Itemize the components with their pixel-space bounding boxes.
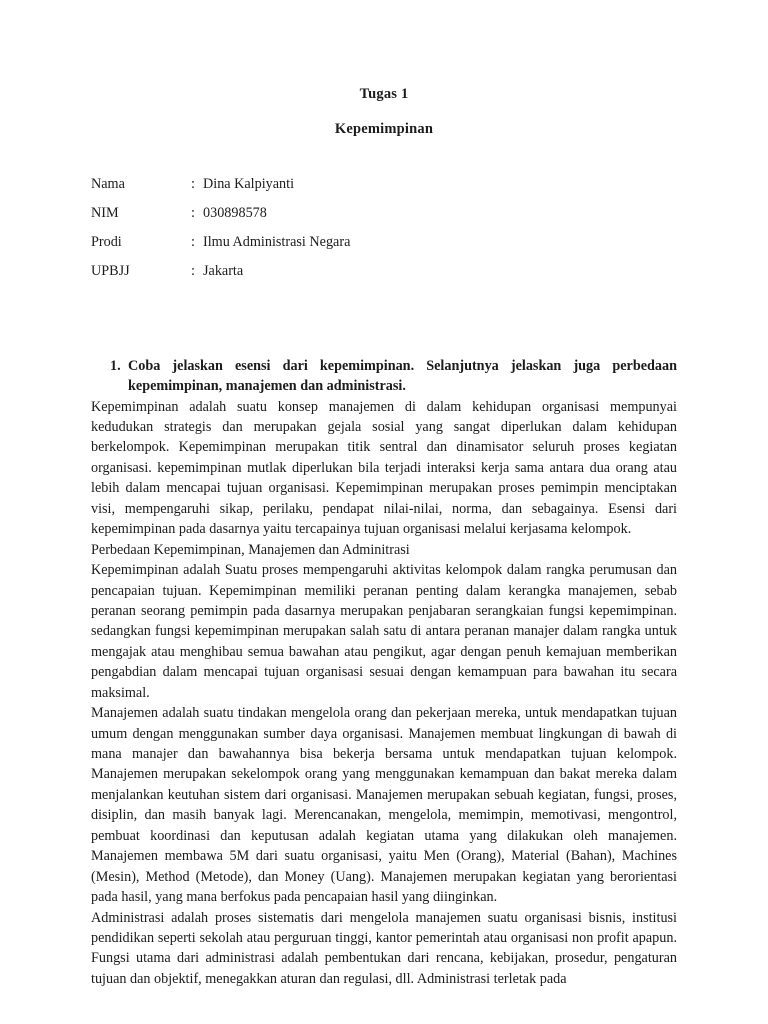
table-row	[91, 234, 350, 263]
title-block	[91, 0, 677, 139]
answer-paragraph-3: Manajemen adalah suatu tindakan mengelola orang dan pekerjaan mereka, untuk mendapatkan tujuan umum dengan menggunakan sumber daya organisasi. Manajemen membuat lingkungan di bawah di mana manajer dan bawahannya bisa bekerja bersama untuk mendapatkan tujuan kelompok. Manajemen merupakan sekelompok orang yang menggunakan kemampuan dan bakat mereka dalam menjalankan keutuhan sistem dari organisasi. Manajemen merupakan sebuah kegiatan, fungsi, proses, disiplin, dan masih banyak lagi. Merencanakan, mengelola, memimpin, memotivasi, mengontrol, pembuat koordinasi dan keputusan adalah kegiatan utama yang dilakukan oleh manajemen. Manajemen membawa 5M dari suatu organisasi, yaitu Men (Orang), Material (Bahan), Machines (Mesin), Method (Metode), dan Money (Uang). Manajemen merupakan kegiatan yang berorientasi pada hasil, yang mana berfokus pada pencapaian hasil yang diinginkan.	[91, 705, 677, 906]
identity-separator: :	[191, 205, 195, 222]
answer-paragraph-1: Kepemimpinan adalah suatu konsep manajemen di dalam kehidupan organisasi mempunyai kedudukan strategis dan merupakan gejala sosial yang sangat diperlukan dalam kehidupan berkelompok. Kepemimpinan merupakan titik sentral dan dinamisator seluruh proses kegiatan organisasi. kepemimpinan mutlak diperlukan bila terjadi interaksi kerja sama antara dua orang atau lebih dalam mencapai tujuan organisasi. Kepemimpinan merupakan proses pemimpin menciptakan visi, mempengaruhi sikap, perilaku, pendapat nilai-nilai, norma, dan sebagainya. Esensi dari kepemimpinan pada dasarnya yaitu tercapainya tujuan organisasi melalui kerjasama kelompok.	[91, 398, 677, 538]
identity-separator: :	[191, 234, 195, 251]
question-text: Coba jelaskan esensi dari kepemimpinan. Selanjutnya jelaskan juga perbedaan kepemimpinan, manajemen dan administrasi.	[128, 358, 677, 395]
page-subtitle: Kepemimpinan	[334, 120, 434, 137]
identity-value-prodi: Ilmu Administrasi Negara	[203, 234, 351, 251]
answer-subheading: Perbedaan Kepemimpinan, Manajemen dan Adminitrasi	[91, 541, 410, 558]
identity-label-nim: NIM	[91, 205, 119, 222]
identity-value-nama: Dina Kalpiyanti	[203, 176, 295, 193]
identity-table	[91, 176, 350, 292]
page-title: Tugas 1	[359, 86, 409, 102]
answer-paragraph-4: Administrasi adalah proses sistematis dari mengelola manajemen suatu organisasi bisnis, institusi pendidikan seperti sekolah atau perguruan tinggi, kantor pemerintah atau organisasi non profit apapun. Fungsi utama dari administrasi adalah pembentukan dari rencana, kebijakan, prosedur, pengaturan tujuan dan objektif, menegakkan aturan dan regulasi, dll. Administrasi terletak pada	[91, 909, 677, 987]
identity-separator: :	[191, 263, 195, 280]
document-content	[91, 0, 677, 989]
question-list	[91, 356, 677, 396]
identity-label-prodi: Prodi	[91, 234, 122, 251]
answer-paragraph-2: Kepemimpinan adalah Suatu proses mempengaruhi aktivitas kelompok dalam rangka perumusan dan pencapaian tujuan. Kepemimpinan memiliki peranan penting dalam kerangka manajemen, sebab peranan seorang pemimpin pada dasarnya merupakan penjabaran serangkaian fungsi kepemimpinan. sedangkan fungsi kepemimpinan merupakan salah satu di antara peranan manajer dalam rangka untuk mengajak atau menghibau semua bawahan atau pengikut, agar dengan penuh kemajuan memberikan pengabdian dalam mencapai tujuan organisasi sesuai dengan kemampuan para bawahan itu secara maksimal.	[91, 562, 677, 701]
question-item-1	[91, 356, 677, 396]
identity-separator: :	[191, 176, 195, 193]
identity-value-upbjj: Jakarta	[203, 263, 244, 280]
identity-value-nim: 030898578	[203, 205, 267, 222]
identity-label-nama: Nama	[91, 176, 125, 193]
identity-label-upbjj: UPBJJ	[91, 263, 130, 280]
table-row	[91, 205, 350, 234]
question-number: 1.	[110, 358, 121, 375]
table-row	[91, 176, 350, 205]
table-row	[91, 263, 350, 292]
